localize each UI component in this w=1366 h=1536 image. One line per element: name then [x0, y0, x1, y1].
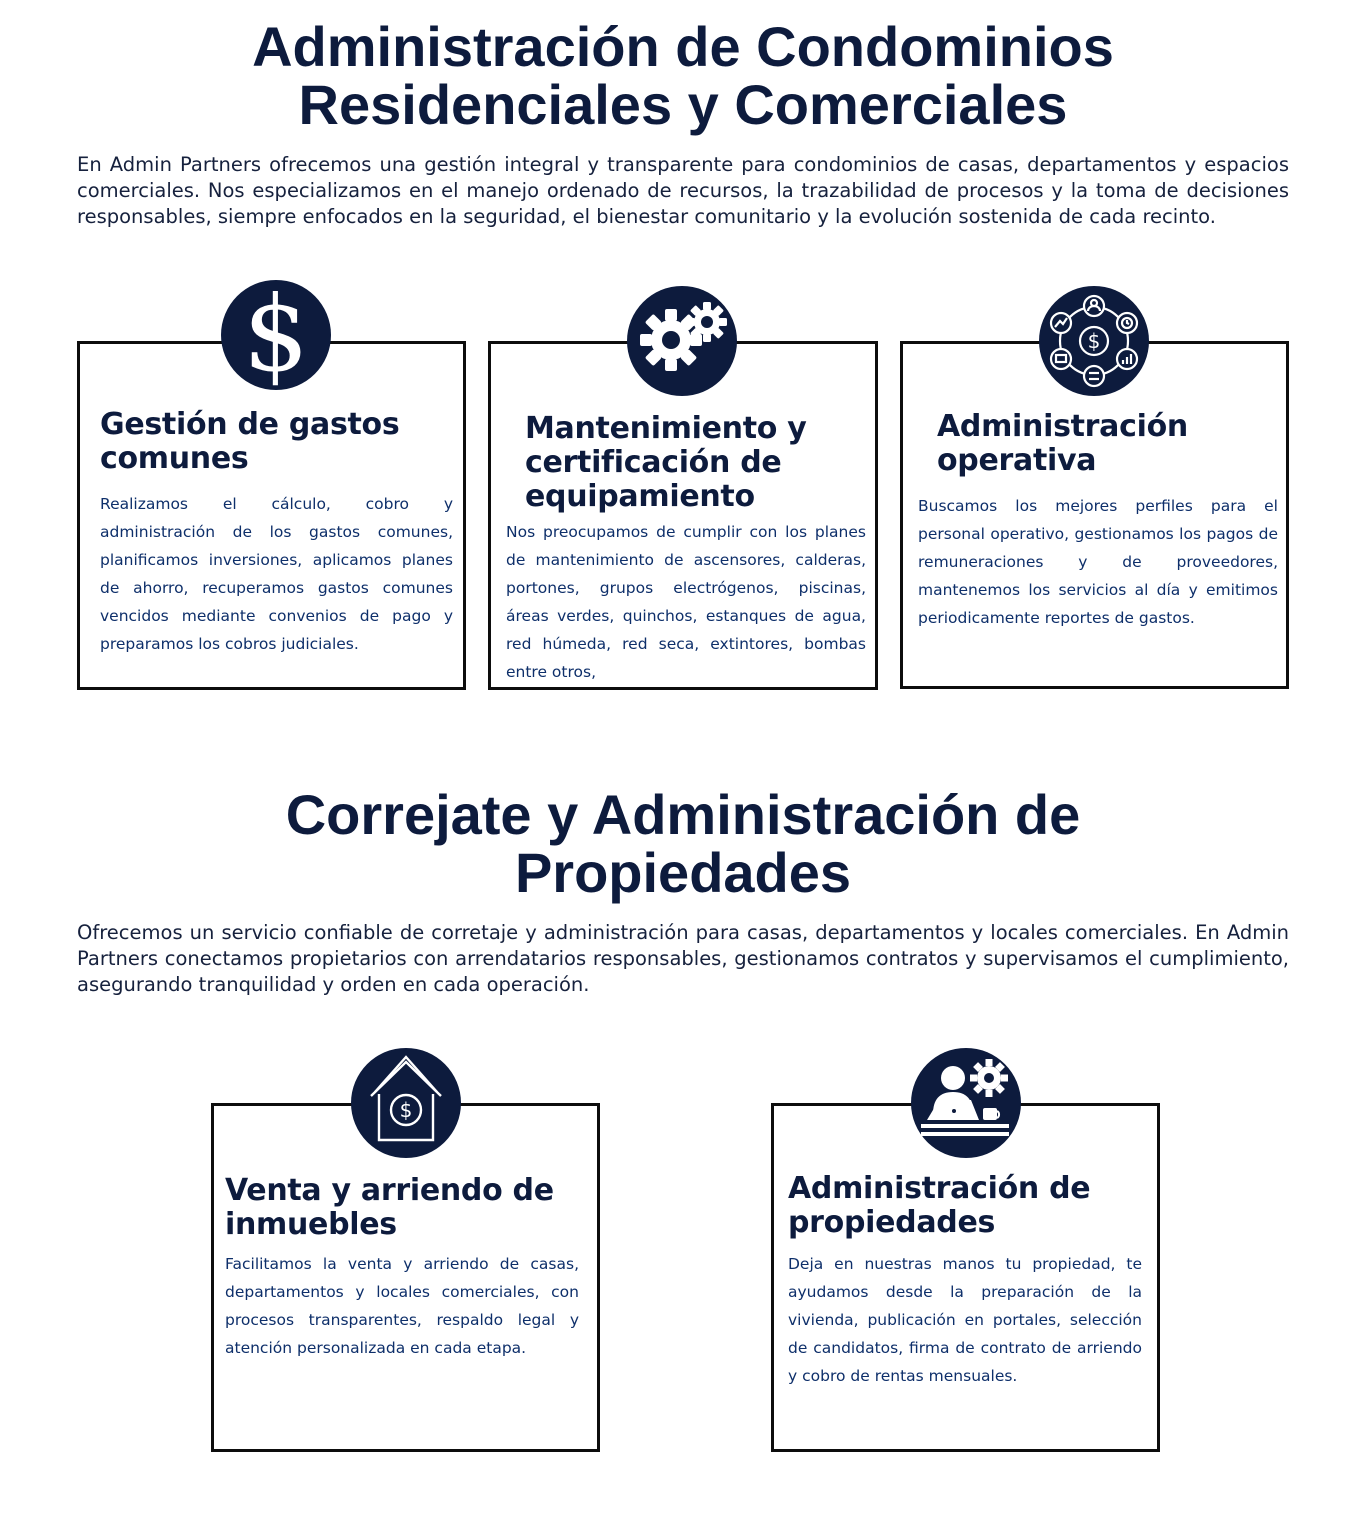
card-text: Realizamos el cálculo, cobro y administración de los gastos comunes, planificamos inversiones, aplicamos planes de ahorro, recuperamos gastos comunes vencidos mediante convenios de pago y preparamos los cobros judiciales. — [100, 495, 453, 653]
gears-icon — [627, 286, 737, 396]
card-title: Venta y arriendo de inmuebles — [225, 1173, 554, 1242]
house-dollar-icon — [351, 1048, 461, 1158]
section1-intro: En Admin Partners ofrecemos una gestión integral y transparente para condominios de casas, departamentos y espacios comerciales. Nos especializamos en el manejo ordenado de recursos, la trazabilidad de procesos y la toma de decisiones responsables, siempre enfocados en la seguridad, el bienestar comunitario y la evolución sostenida de cada recinto. — [77, 153, 1289, 228]
section1-title: Administración de Condominios Residenciales y Comerciales — [252, 15, 1114, 136]
card-text: Buscamos los mejores perfiles para el personal operativo, gestionamos los pagos de remuneraciones y de proveedores, mantenemos los servicios al día y emitimos periodicamente reportes de gastos. — [918, 497, 1278, 627]
svg-text:$: $ — [399, 1098, 413, 1122]
section2-title: Correjate y Administración de Propiedades — [285, 783, 1081, 904]
dollar-icon — [221, 280, 331, 390]
person-laptop-gear-icon — [911, 1048, 1021, 1158]
card-title: Gestión de gastos comunes — [100, 407, 400, 476]
svg-text:$: $ — [1087, 329, 1101, 353]
card-title: Administración operativa — [937, 409, 1188, 478]
section2-intro: Ofrecemos un servicio confiable de corretaje y administración para casas, departamentos y locales comerciales. En Admin Partners conectamos propietarios con arrendatarios responsables, gestionamos contratos y supervisamos el cumplimiento, asegurando tranquilidad y orden en cada operación. — [77, 921, 1289, 996]
card-text: Nos preocupamos de cumplir con los planes de mantenimiento de ascensores, calderas, portones, grupos electrógenos, piscinas, áreas verdes, quinchos, estanques de agua, red húmeda, red seca, extintores, bombas entre otros, — [506, 523, 866, 681]
svg-text:$: $ — [242, 280, 310, 390]
card-title: Mantenimiento y certificación de equipamiento — [525, 411, 807, 514]
card-text: Facilitamos la venta y arriendo de casas, departamentos y locales comerciales, con procesos transparentes, respaldo legal y atención personalizada en cada etapa. — [225, 1255, 579, 1357]
card-title: Administración de propiedades — [788, 1171, 1091, 1240]
service-card-common-expenses — [77, 341, 466, 690]
card-text: Deja en nuestras manos tu propiedad, te ayudamos desde la preparación de la vivienda, publicación en portales, selección de candidatos, firma de contrato de arriendo y cobro de rentas mensuales. — [788, 1255, 1142, 1385]
operations-network-icon — [1039, 286, 1149, 396]
